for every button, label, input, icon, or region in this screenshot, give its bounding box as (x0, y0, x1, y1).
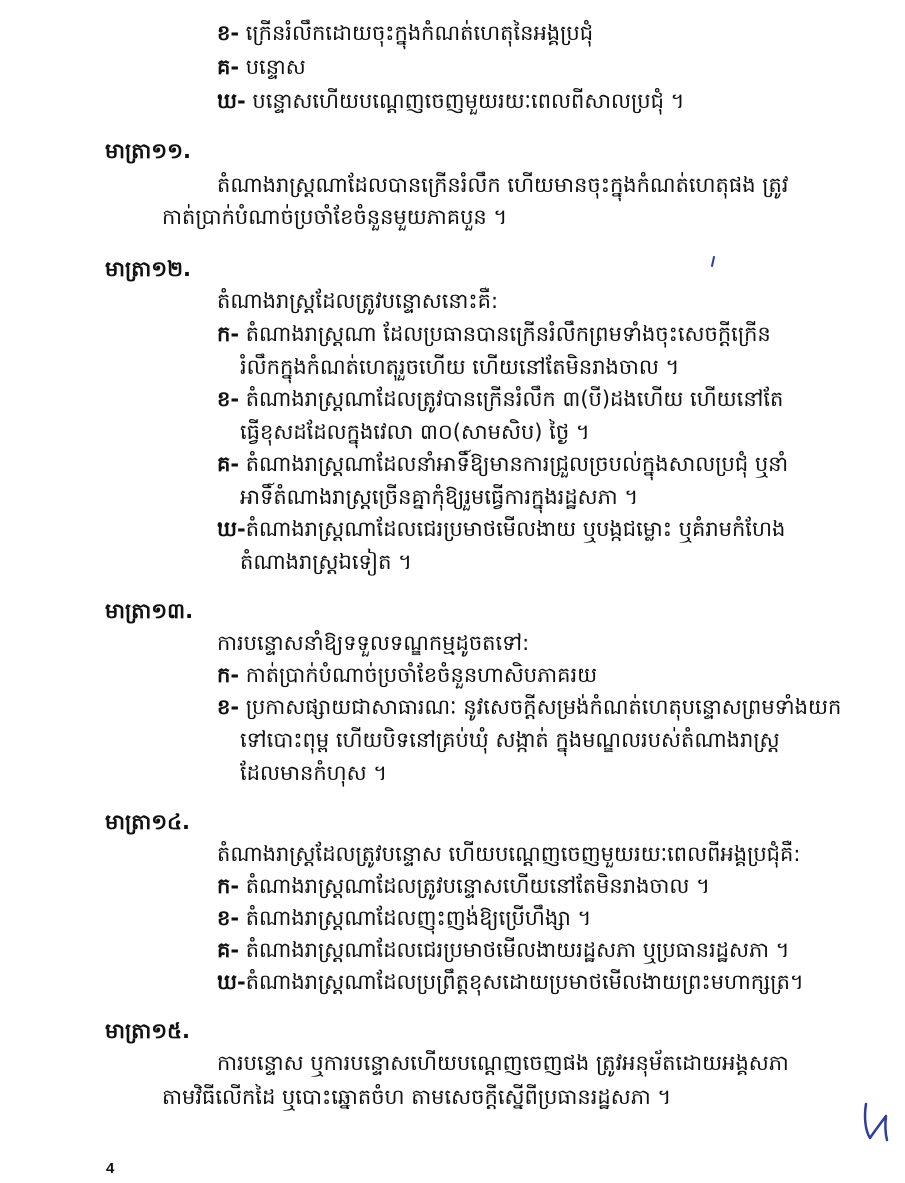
list-item-continuation: ធ្វើខុសដដែលក្នុងវេលា ៣០(សាមសិប) ថ្ងៃ ។ (240, 420, 590, 444)
article-11-heading: មាត្រា១១. (105, 139, 192, 163)
list-text: តំណាងរាស្ត្រណាដែលញុះញង់ឱ្យប្រើហឹង្សា ។ (239, 906, 592, 930)
list-item-continuation: ទៅបោះពុម្ព ហើយបិទនៅគ្រប់ឃុំ សង្កាត់ ក្នុងមណ្ឌលរបស់តំណាងរាស្ត្រ (240, 728, 780, 752)
article-14-intro: តំណាងរាស្ត្រដែលត្រូវបន្ទោស ហើយបណ្តេញចេញមួយរយៈពេលពីអង្គប្រជុំគឺ: (217, 842, 801, 866)
list-item-continuation: រំលឹកក្នុងកំណត់ហេតុរួចហើយ ហើយនៅតែមិនរាងចាល ។ (240, 355, 680, 379)
list-item (217, 933, 790, 967)
list-item (217, 50, 306, 84)
list-item (217, 317, 771, 351)
list-marker: ឃ- (217, 89, 246, 113)
list-marker: ខ- (217, 387, 240, 411)
list-marker: ខ- (217, 906, 240, 930)
article-15-heading: មាត្រា១៥. (105, 1019, 190, 1043)
list-text: តំណាងរាស្ត្រណា ដែលប្រធានបានក្រើនរំលឹកព្រមទាំងចុះសេចក្តីក្រើន (239, 322, 771, 346)
list-marker: គ- (217, 938, 240, 962)
list-marker: ខ- (217, 695, 240, 719)
list-marker: គ- (217, 452, 240, 476)
list-item (217, 382, 783, 416)
pen-mark-icon (709, 256, 717, 268)
list-text: បន្ទោសហើយបណ្តេញចេញមួយរយៈពេលពីសាលប្រជុំ ។ (245, 89, 685, 113)
list-item-continuation: តំណាងរាស្ត្រឯទៀត ។ (240, 550, 412, 574)
list-text: តំណាងរាស្ត្រណាដែលជេរប្រមាថមើលងាយ ឬបង្កជម្លោះ ឬគំរាមកំហែង (245, 517, 786, 541)
list-item (217, 84, 684, 118)
list-item (217, 512, 785, 546)
article-11-line-2: កាត់ប្រាក់បំណាច់ប្រចាំខែចំនួនមួយភាគបួន ។ (162, 205, 508, 229)
article-15-line-2: តាមវិធីលើកដៃ ឬបោះឆ្នោតចំហ តាមសេចក្តីស្នើពីប្រធានរដ្ឋសភា ។ (162, 1085, 672, 1109)
article-13-intro: ការបន្ទោសនាំឱ្យទទួលទណ្ឌកម្មដូចតទៅ: (217, 631, 530, 655)
list-text: ប្រកាសផ្សាយជាសាធារណៈ នូវសេចក្តីសម្រង់កំណត់ហេតុបន្ទោសព្រមទាំងយក (239, 695, 842, 719)
paragraph-text: ការបន្ទោស ឬការបន្ទោសហើយបណ្តេញចេញផង ត្រូវអនុម័តដោយអង្គសភា (217, 1051, 789, 1075)
list-text: តំណាងរាស្ត្រណាដែលជេរប្រមាថមើលងាយរដ្ឋសភា ឬប្រធានរដ្ឋសភា ។ (239, 938, 790, 962)
list-marker: ឃ- (217, 970, 246, 994)
list-item-continuation: អាទិ៍តំណាងរាស្ត្រច្រើនគ្នាកុំឱ្យរួមធ្វើការក្នុងរដ្ឋសភា ។ (240, 485, 639, 509)
list-marker: ក- (217, 663, 240, 687)
list-marker: ខ- (217, 21, 240, 45)
list-marker: ឃ- (217, 517, 246, 541)
list-item (217, 965, 804, 999)
article-12-heading: មាត្រា១២. (105, 257, 192, 281)
list-marker: ក- (217, 322, 240, 346)
list-marker: ក- (217, 874, 240, 898)
list-text: តំណាងរាស្ត្រណាដែលត្រូវបន្ទោសហើយនៅតែមិនរាងចាល ។ (239, 874, 710, 898)
article-15-line-1 (217, 1046, 830, 1080)
list-item-continuation: ដែលមានកំហុស ។ (240, 761, 388, 785)
article-12-intro: តំណាងរាស្ត្រដែលត្រូវបន្ទោសនោះគឺ: (217, 289, 499, 313)
list-text: តំណាងរាស្ត្រណាដែលនាំអាទិ៍ឱ្យមានការជ្រួលច្របល់ក្នុងសាលប្រជុំ ឬនាំ (239, 452, 789, 476)
list-text: បន្ទោស (239, 55, 306, 79)
list-item (217, 901, 591, 935)
list-text: កាត់ប្រាក់បំណាច់ប្រចាំខែចំនួនហាសិបភាគរយ (239, 663, 598, 687)
article-14-heading: មាត្រា១៤. (105, 810, 190, 834)
page-number: 4 (106, 1160, 115, 1177)
list-text: ក្រើនរំលឹកដោយចុះក្នុងកំណត់ហេតុនៃអង្គប្រជុំ (239, 21, 594, 45)
list-marker: គ- (217, 55, 240, 79)
list-text: តំណាងរាស្ត្រណាដែលត្រូវបានក្រើនរំលឹក ៣(បី)ដងហើយ ហើយនៅតែ (239, 387, 784, 411)
list-item (217, 869, 710, 903)
article-11-line-1 (217, 168, 830, 202)
article-13-heading: មាត្រា១៣. (105, 599, 194, 623)
list-text: តំណាងរាស្ត្រណាដែលប្រព្រឹត្តខុសដោយប្រមាថមើលងាយព្រះមហាក្សត្រ។ (245, 970, 804, 994)
list-item (217, 658, 597, 692)
list-item (217, 16, 593, 50)
paragraph-text: តំណាងរាស្ត្រណាដែលបានក្រើនរំលឹក ហើយមានចុះក្នុងកំណត់ហេតុផង ត្រូវ (217, 173, 789, 197)
list-item (217, 690, 841, 724)
list-item (217, 447, 788, 481)
handwritten-initial-icon (858, 1098, 894, 1146)
